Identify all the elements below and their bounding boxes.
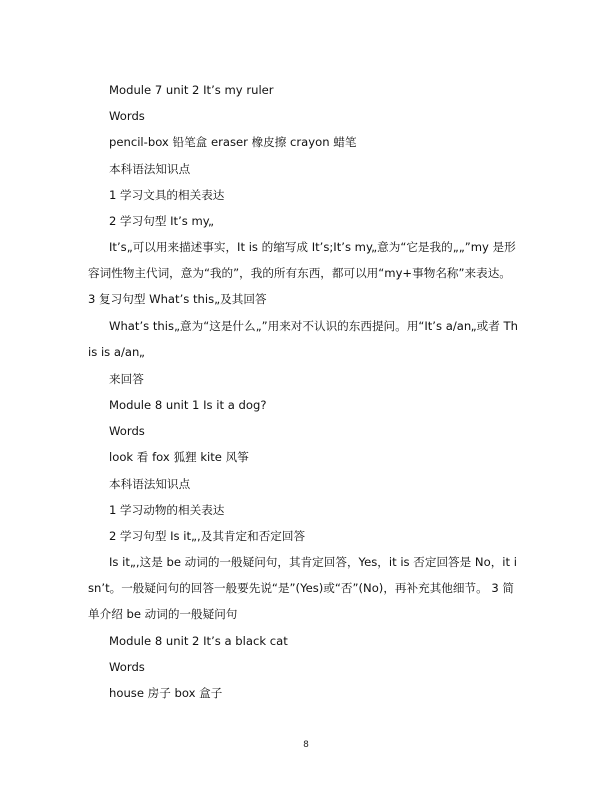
- page-number: 8: [303, 740, 309, 750]
- grammar-point-1: 1 学习动物的相关表达: [109, 503, 225, 517]
- grammar-heading: 本科语法知识点: [109, 477, 191, 491]
- be-verb-question-paragraph: Is it„,这是 be 动词的一般疑问句，其肯定回答，Yes，it is 否定回答是 No，it isn’t。一般疑问句的回答一般要先说“是”(Yes)或“否”(No)，再补充其他细节。 3 简单介绍 be 动词的一般疑问句: [88, 555, 517, 622]
- grammar-heading: 本科语法知识点: [109, 162, 191, 176]
- words-heading: Words: [109, 660, 145, 674]
- vocabulary-line: look 看 fox 狐狸 kite 风筝: [109, 450, 249, 464]
- grammar-explanation-paragraph: It’s„可以用来描述事实，It is 的缩写成 It’s;It’s my„意为“它是我的„„”my 是形容词性物主代词，意为“我的”，我的所有东西，都可以用“my+事物名称”来表达。 3 复习句型 What’s this„及其回答: [88, 240, 516, 307]
- whats-this-paragraph: What’s this„意为“这是什么„”用来对不认识的东西提问。用“It’s a/an„或者 This is a/an„: [88, 319, 518, 360]
- words-heading: Words: [109, 424, 145, 438]
- answer-line: 来回答: [109, 372, 144, 386]
- vocabulary-line: house 房子 box 盒子: [109, 686, 223, 700]
- vocabulary-line: pencil-box 铅笔盒 eraser 橡皮擦 crayon 蜡笔: [109, 135, 357, 149]
- grammar-point-2: 2 学习句型 Is it„,及其肯定和否定回答: [109, 529, 306, 543]
- words-heading: Words: [109, 109, 145, 123]
- module-8-unit-1-heading: Module 8 unit 1 Is it a dog?: [109, 398, 267, 412]
- grammar-point-1: 1 学习文具的相关表达: [109, 188, 225, 202]
- module-7-unit-2-heading: Module 7 unit 2 It’s my ruler: [109, 83, 274, 97]
- module-8-unit-2-heading: Module 8 unit 2 It’s a black cat: [109, 634, 288, 648]
- grammar-point-2: 2 学习句型 It’s my„: [109, 214, 214, 228]
